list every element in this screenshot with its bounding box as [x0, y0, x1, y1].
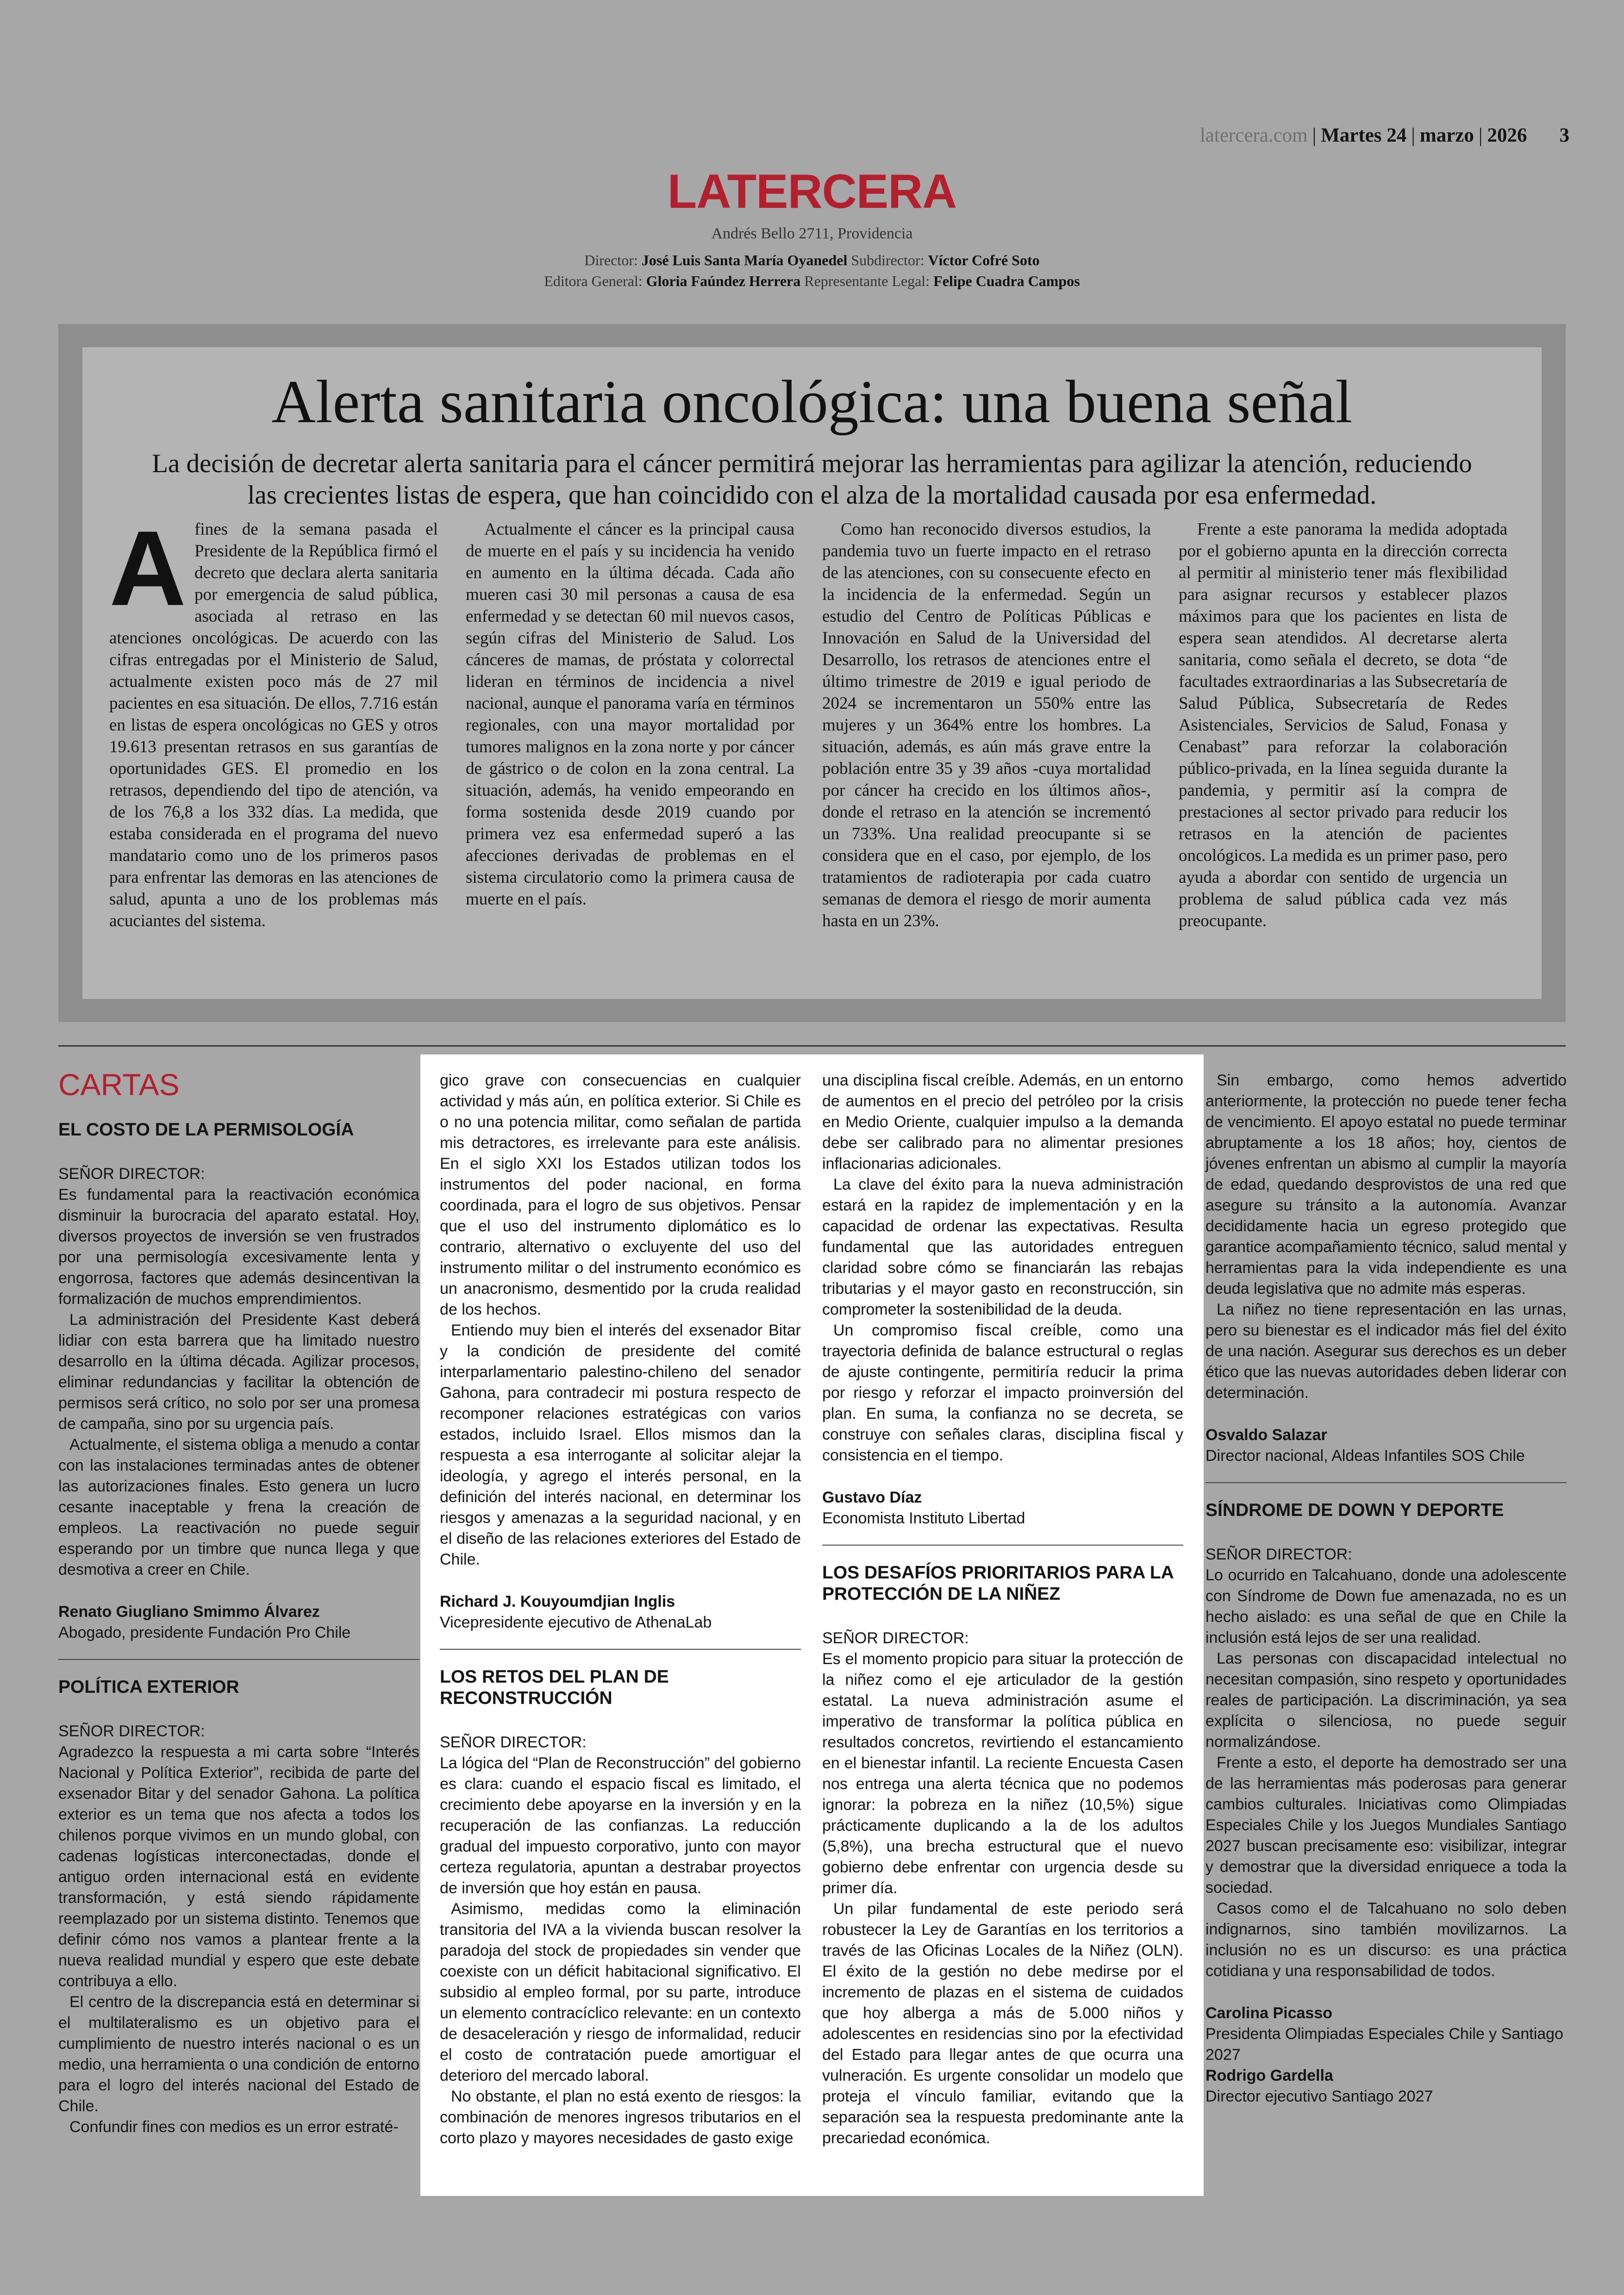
letters-column-2: [440, 1070, 801, 2149]
letter-separator: [58, 1659, 419, 1660]
letter-signer-role: Director ejecutivo Santiago 2027: [1206, 2088, 1433, 2105]
date-year: 2026: [1487, 125, 1527, 146]
newspaper-logo: LATERCERA: [667, 165, 957, 218]
letter-paragraph: La administración del Presidente Kast deberá lidiar con esta barrera que ha limitado nuestro desarrollo en la última década. Agilizar procesos, eliminar redundancias y facilitar la obtención de permisos será crítico, no solo por ser una promesa de campaña, sino por su urgencia país.: [58, 1311, 419, 1433]
letter-signer-role: Economista Instituto Libertad: [822, 1509, 1025, 1527]
section-divider: [58, 1045, 1566, 1047]
letter-paragraph: Confundir fines con medios es un error estraté-: [69, 2118, 399, 2136]
subdirector-name: Víctor Cofré Soto: [928, 252, 1040, 268]
letter-paragraph: Lo ocurrido en Talcahuano, donde una adolescente con Síndrome de Down fue amenazada, no es un hecho aislado: es una señal de que en Chile la inclusión está lejos de ser una realidad.: [1206, 1566, 1567, 1646]
letter-signer: Renato Giugliano Smimmo Álvarez: [58, 1603, 320, 1621]
masthead: [0, 165, 1624, 292]
letter-salutation: SEÑOR DIRECTOR:: [58, 1722, 205, 1740]
letter-paragraph: La niñez no tiene representación en las urnas, pero su bienestar es el indicador más fiel del éxito de una nación. Asegurar sus derechos es un deber ético que las nuevas autoridades deben liderar con determinación.: [1206, 1301, 1567, 1402]
letters-column-3: [822, 1070, 1183, 2149]
editora-label: Editora General:: [544, 272, 643, 289]
letter-signer: Gustavo Díaz: [822, 1489, 922, 1506]
legal-label: Representante Legal:: [804, 272, 930, 289]
site-name: latercera.com: [1199, 125, 1308, 146]
page-dateline: latercera.com | Martes 24 | marzo | 2026 3: [1199, 125, 1569, 146]
letters-column-4: [1206, 1070, 1567, 2107]
letter-paragraph: Es el momento propicio para situar la protección de la niñez como el eje articulador de la gestión estatal. La nueva administración asume el imperativo de transformar la política pública en resultados concretos, revirtiendo el estancamiento en el bienestar infantil. La reciente Encuesta Casen nos entrega una alerta técnica que no podemos ignorar: la pobreza en la niñez (10,5%) sigue prácticamente duplicando a la de los adultos (5,8%), una brecha estructural que el nuevo gobierno debe enfrentar con urgencia desde su primer día.: [822, 1650, 1183, 1897]
letter-paragraph: Actualmente, el sistema obliga a menudo a contar con las instalaciones terminadas antes de obtener las autorizaciones finales. Esto genera un lucro cesante inaceptable y frena la creación de empleos. La reactivación no puede seguir esperando por un timbre que nunca llega y que desmotiva a creer en Chile.: [58, 1436, 419, 1578]
letter-paragraph: Agradezco la respuesta a mi carta sobre “Interés Nacional y Política Exterior”, recibida de parte del exsenador Bitar y del senador Gahona. La política exterior es un tema que nos afecta a todos los chilenos porque vivimos en un mundo global, con cadenas logísticas interconectadas, donde el antiguo orden internacional está en evidente transformación, y está siendo rápidamente reemplazado por un sistema distinto. Tenemos que definir cómo nos vamos a plantear frente a la nueva realidad mundial y espero que este debate contribuya a ello.: [58, 1743, 419, 1990]
letter-paragraph: Casos como el de Talcahuano no solo deben indignarnos, sino también movilizarnos. La inclusión no es un discurso: es una práctica cotidiana y una responsabilidad de todos.: [1206, 1900, 1567, 1980]
letter-signer: Richard J. Kouyoumdjian Inglis: [440, 1593, 675, 1610]
letter-salutation: SEÑOR DIRECTOR:: [822, 1629, 969, 1647]
letter-paragraph: una disciplina fiscal creíble. Además, en un entorno de aumentos en el precio del petróleo por la crisis en Medio Oriente, cualquier impulso a la demanda debe ser calibrado para no alimentar presiones inflacionarias adicionales.: [822, 1072, 1183, 1172]
letter-headline: SÍNDROME DE DOWN Y DEPORTE: [1206, 1500, 1504, 1520]
letter-paragraph: Un compromiso fiscal creíble, como una trayectoria definida de balance estructural o reglas de ajuste contingente, permitiría reducir la prima por riesgo y reforzar el impacto proinversión del plan. En suma, la confianza no se decreta, se construye con señales claras, disciplina fiscal y consistencia en el tiempo.: [822, 1322, 1183, 1464]
letter-separator: [1206, 1482, 1567, 1483]
letter-paragraph: La lógica del “Plan de Reconstrucción” del gobierno es clara: cuando el espacio fiscal es limitado, el crecimiento debe apoyarse en la inversión y en la recuperación de las confianzas. La reducción gradual del impuesto corporativo, junto con mayor certeza regulatoria, apuntan a destrabar proyectos de inversión que hoy están en pausa.: [440, 1754, 801, 1897]
editorial-column-3: [822, 518, 1151, 932]
subdirector-label: Subdirector:: [851, 252, 924, 268]
letter-headline: LOS RETOS DEL PLAN DE RECONSTRUCCIÓN: [440, 1667, 669, 1708]
cartas-section-title: CARTAS: [58, 1067, 180, 1102]
letter-headline: POLÍTICA EXTERIOR: [58, 1677, 239, 1697]
letter-paragraph: Frente a esto, el deporte ha demostrado ser una de las herramientas más poderosas para generar cambios culturales. Iniciativas como Olimpiadas Especiales Chile y los Juegos Mundiales Santiago 2027 buscan precisamente eso: visibilizar, integrar y demostrar que la diversidad enriquece a toda la sociedad.: [1206, 1754, 1567, 1896]
drop-cap: A: [109, 509, 187, 628]
letter-paragraph: La clave del éxito para la nueva administración estará en la rapidez de implementación y en la capacidad de ordenar las expectativas. Resulta fundamental que las autoridades entreguen claridad sobre cómo se financiarán las rebajas tributarias y el mayor gasto en reconstrucción, sin comprometer la sostenibilidad de la deuda.: [822, 1176, 1183, 1318]
editora-name: Gloria Faúndez Herrera: [646, 272, 801, 289]
letter-paragraph: Asimismo, medidas como la eliminación transitoria del IVA a la vivienda buscan resolver la paradoja del stock de propiedades sin vender que coexiste con un déficit habitacional significativo. El subsidio al empleo formal, por su parte, introduce un elemento contracíclico relevante: en un contexto de desaceleración y riesgo de informalidad, reducir el costo de contratación puede amortiguar el deterioro del mercado laboral.: [440, 1900, 801, 2084]
director-label: Director:: [584, 252, 638, 268]
editorial-text-3: Como han reconocido diversos estudios, la pandemia tuvo un fuerte impacto en el retraso de las atenciones, con su consecuente efecto en la incidencia de la enfermedad. Según un estudio del Centro de Políticas Públicas e Innovación en Salud de la Universidad del Desarrollo, los retrasos de atenciones entre el último trimestre de 2019 e igual periodo de 2024 se incrementaron un 550% entre las mujeres y un 364% entre los hombres. La situación, además, es aún más grave entre la población entre 35 y 39 años -cuya mortalidad por cáncer ha crecido en los últimos años-, donde el retraso en la atención se incrementó un 733%. Una realidad preocupante si se considera que en el caso, por ejemplo, de los tratamientos de radioterapia por cada cuatro semanas de demora el riesgo de morir aumenta hasta en un 23%.: [822, 520, 1151, 930]
address: Andrés Bello 2711, Providencia: [711, 225, 913, 242]
letter-separator: [822, 1545, 1183, 1546]
letter-salutation: SEÑOR DIRECTOR:: [58, 1165, 205, 1183]
editorial-deck: La decisión de decretar alerta sanitaria para el cáncer permitirá mejorar las herramientas para agilizar la atención, reduciendo las crecientes listas de espera, que han coincidido con el alza de la mortalidad causada por esa enfermedad.: [152, 449, 1472, 510]
letter-signer: Carolina Picasso: [1206, 2004, 1333, 2022]
letter-paragraph: Sin embargo, como hemos advertido anteriormente, la protección no puede tener fecha de vencimiento. El apoyo estatal no puede terminar abruptamente a los 18 años; hoy, cientos de jóvenes enfrentan un abismo al cumplir la mayoría de edad, quedando desprovistos de una red que asegure su tránsito a la autonomía. Avanzar decididamente hacia un egreso protegido que garantice acompañamiento técnico, salud mental y herramientas para la vida independiente es una deuda legislativa que no admite más esperas.: [1206, 1072, 1567, 1297]
letter-salutation: SEÑOR DIRECTOR:: [440, 1734, 587, 1751]
letter-signer-role: Vicepresidente ejecutivo de AthenaLab: [440, 1614, 712, 1631]
editorial-column-2: [466, 518, 794, 910]
letter-signer-role: Director nacional, Aldeas Infantiles SOS Chile: [1206, 1447, 1525, 1465]
letter-signer-role: Abogado, presidente Fundación Pro Chile: [58, 1624, 351, 1641]
date-month: marzo: [1419, 125, 1474, 146]
letter-headline: LOS DESAFÍOS PRIORITARIOS PARA LA PROTECCIÓN DE LA NIÑEZ: [822, 1563, 1174, 1604]
letter-paragraph: Un pilar fundamental de este periodo será robustecer la Ley de Garantías en los territorios a través de las Oficinas Locales de la Niñez (OLN). El éxito de la gestión no debe medirse por el incremento de plazas en el sistema de cuidados que hoy alberga a más de 5.000 niños y adolescentes en residencias sino por la efectividad del Estado para llegar antes de que ocurra una vulneración. Es urgente consolidar un modelo que proteja el vínculo familiar, evitando que la separación sea la respuesta predominante ante la precariedad económica.: [822, 1900, 1183, 2147]
editorial-text-1: fines de la semana pasada el Presidente de la República firmó el decreto que declara alerta sanitaria por emergencia de salud pública, asociada al retraso en las atenciones oncológicas. De acuerdo con las cifras entregadas por el Ministerio de Salud, actualmente existen poco más de 27 mil pacientes en esa situación. De ellos, 7.716 están en listas de espera oncológicas no GES y otros 19.613 presentan retrasos en sus garantías de oportunidades GES. El promedio en los retrasos, dependiendo del tipo de atención, va de los 76,8 a los 332 días. La medida, que estaba considerada en el programa del nuevo mandatario como uno de los primeros pasos para enfrentar las demoras en las atenciones de salud, apunta a uno de los problemas más acuciantes del sistema.: [109, 520, 438, 930]
editorial-text-2: Actualmente el cáncer es la principal causa de muerte en el país y su incidencia ha venido en aumento en la última década. Cada año mueren casi 30 mil personas a causa de esa enfermedad y se detectan 60 mil nuevos casos, según cifras del Ministerio de Salud. Los cánceres de mamas, de próstata y colorrectal lideran en términos de incidencia a nivel nacional, aunque el panorama varía en términos regionales, con una mayor mortalidad por tumores malignos en la zona norte y por cáncer de gástrico o de colon en la zona central. La situación, además, ha venido empeorando en forma sostenida desde 2019 cuando por primera vez esa enfermedad superó a las afecciones derivadas de problemas en el sistema circulatorio como la primera causa de muerte en el país.: [466, 520, 794, 909]
letter-paragraph: No obstante, el plan no está exento de riesgos: la combinación de menores ingresos tributarios en el corto plazo y mayores necesidades de gasto exige: [440, 2088, 801, 2147]
letter-signer: Osvaldo Salazar: [1206, 1426, 1327, 1444]
editorial-column-1: [109, 509, 438, 932]
letter-paragraph: gico grave con consecuencias en cualquier actividad y más aún, en política exterior. Si Chile es o no una potencia militar, como señalan de partida mis detractores, es irrelevante para este análisis. En el siglo XXI los Estados utilizan todos los instrumentos del poder nacional, en forma coordinada, para el logro de sus objetivos. Pensar que el uso del instrumento diplomático es lo contrario, alternativo o excluyente del uso del instrumento militar o del instrumento económico es un anacronismo, desmentido por la cruda realidad de los hechos.: [440, 1072, 801, 1318]
editorial-column-4: [1179, 518, 1507, 932]
editorial-text-4: Frente a este panorama la medida adoptada por el gobierno apunta en la dirección correcta al permitir al ministerio tener más flexibilidad para asignar recursos y establecer plazos máximos para que los pacientes en lista de espera sean atendidos. Al decretarse alerta sanitaria, como señala el decreto, se dota “de facultades extraordinarias a las Subsecretaría de Salud Pública, Subsecretaría de Redes Asistenciales, Servicios de Salud, Fonasa y Cenabast” para reforzar la colaboración público-privada, en la línea seguida durante la pandemia, y permitir así la compra de prestaciones al sector privado para reducir los retrasos en la atención de pacientes oncológicos. La medida es un primer paso, pero ayuda a abordar con sentido de urgencia un problema de salud pública cada vez más preocupante.: [1179, 520, 1507, 930]
date-day: Martes 24: [1321, 125, 1407, 146]
letter-salutation: SEÑOR DIRECTOR:: [1206, 1546, 1352, 1563]
editorial-title: Alerta sanitaria oncológica: una buena señal: [271, 368, 1353, 436]
letter-separator: [440, 1649, 801, 1650]
legal-name: Felipe Cuadra Campos: [933, 272, 1080, 289]
letter-paragraph: Es fundamental para la reactivación económica disminuir la burocracia del aparato estatal. Hoy, diversos proyectos de inversión se ven frustrados por una permisología excesivamente lenta y engorrosa, factores que además desincentivan la formalización de muchos emprendimientos.: [58, 1186, 419, 1308]
letter-signer-role: Presidenta Olimpiadas Especiales Chile y Santiago 2027: [1206, 2025, 1563, 2064]
letter-headline: EL COSTO DE LA PERMISOLOGÍA: [58, 1120, 354, 1140]
letters-column-1: [58, 1119, 419, 2138]
director-name: José Luis Santa María Oyanedel: [641, 252, 848, 268]
letter-signer: Rodrigo Gardella: [1206, 2067, 1333, 2084]
letter-paragraph: Entiendo muy bien el interés del exsenador Bitar y la condición de presidente del comité interparlamentario palestino-chileno del senador Gahona, para contradecir mi postura respecto de recomponer relaciones estratégicas con varios estados, incluido Israel. Ellos mismos dan la respuesta a esa interrogante al solicitar alejar la ideología, y agrego el interés personal, en la definición del interés nacional, en determinar los riesgos y amenazas a la seguridad nacional, y en el diseño de las relaciones exteriores del Estado de Chile.: [440, 1322, 801, 1568]
staff-credits: [0, 250, 1624, 292]
letter-paragraph: El centro de la discrepancia está en determinar si el multilateralismo es un objetivo para el cumplimiento de nuestro interés nacional o es un medio, una herramienta o una condición de entorno para el logro del interés nacional del Estado de Chile.: [58, 1993, 419, 2115]
page-number: 3: [1559, 125, 1569, 146]
letter-paragraph: Las personas con discapacidad intelectual no necesitan compasión, sino respeto y oportunidades reales de participación. La discriminación, ya sea explícita o silenciosa, no puede seguir normalizándose.: [1206, 1650, 1567, 1751]
